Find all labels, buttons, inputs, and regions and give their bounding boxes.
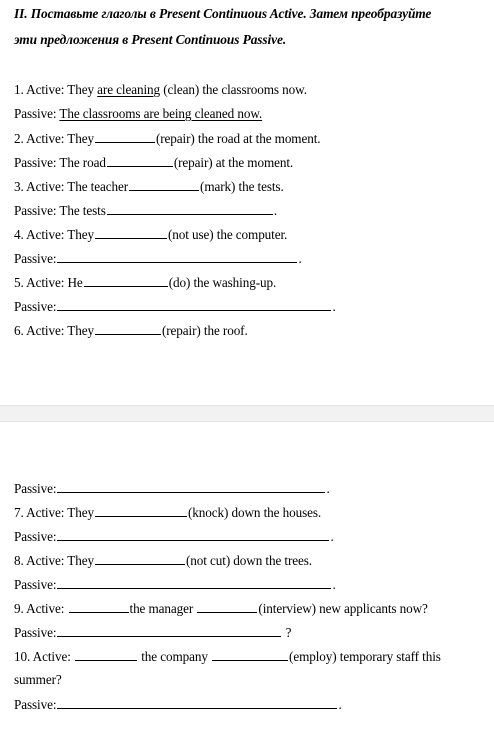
ex10-passive: Passive: . [14,697,342,712]
ex2-passive: Passive: The road (repair) at the moment. [14,155,294,170]
ex7-passive: Passive: . [14,529,334,544]
ex5-passive: Passive: . [14,299,336,314]
ex4-active: 4. Active: They (not use) the computer. [14,227,288,242]
ex2-blank[interactable] [95,130,155,143]
ex6-passive: Passive: . [14,481,330,496]
ex2-active: 2. Active: They (repair) the road at the moment. [14,131,321,146]
exercise-heading-line-1: II. Поставьте глаголы в Present Continuous Active. Затем преобразуйте [14,6,432,21]
ex7-passive-blank[interactable] [57,528,329,541]
ex6-active: 6. Active: They (repair) the roof. [14,323,248,338]
ex4-passive: Passive: . [14,251,302,266]
worksheet-sheet-2 [0,422,494,741]
ex2-passive-blank[interactable] [107,154,173,167]
ex3-passive-blank[interactable] [107,202,273,215]
ex8-passive: Passive: . [14,577,336,592]
page-break [0,405,494,422]
ex3-blank[interactable] [129,178,199,191]
ex9-passive: Passive: ? [14,625,292,640]
ex6-blank[interactable] [95,322,161,335]
ex10-blank-1[interactable] [75,648,137,661]
ex5-active: 5. Active: He (do) the washing-up. [14,275,277,290]
ex8-active: 8. Active: They (not cut) down the trees. [14,553,313,568]
ex1-passive: Passive: The classrooms are being cleaned now. [14,106,263,121]
ex6-passive-blank[interactable] [57,480,325,493]
ex8-passive-blank[interactable] [57,576,331,589]
ex9-passive-blank[interactable] [57,624,281,637]
ex7-blank[interactable] [95,504,187,517]
ex9-blank-1[interactable] [69,600,129,613]
ex10-active-continued: summer? [14,672,62,687]
ex7-active: 7. Active: They (knock) down the houses. [14,505,322,520]
ex1-passive-answer: The classrooms are being cleaned now. [59,106,263,121]
ex9-blank-2[interactable] [197,600,257,613]
ex8-blank[interactable] [95,552,185,565]
ex10-active: 10. Active: the company (employ) temporary staff this [14,649,441,664]
ex4-passive-blank[interactable] [57,250,297,263]
exercise-heading-line-2: эти предложения в Present Continuous Passive. [14,32,287,47]
ex4-blank[interactable] [95,226,167,239]
ex3-active: 3. Active: The teacher (mark) the tests. [14,179,284,194]
ex3-passive: Passive: The tests . [14,203,277,218]
ex5-passive-blank[interactable] [57,298,331,311]
ex10-passive-blank[interactable] [57,696,337,709]
ex9-active: 9. Active: the manager (interview) new applicants now? [14,601,428,616]
ex5-blank[interactable] [84,274,168,287]
ex10-blank-2[interactable] [212,648,288,661]
ex1-active: 1. Active: They are cleaning (clean) the classrooms now. [14,82,307,97]
ex1-answer: are cleaning [97,82,161,97]
